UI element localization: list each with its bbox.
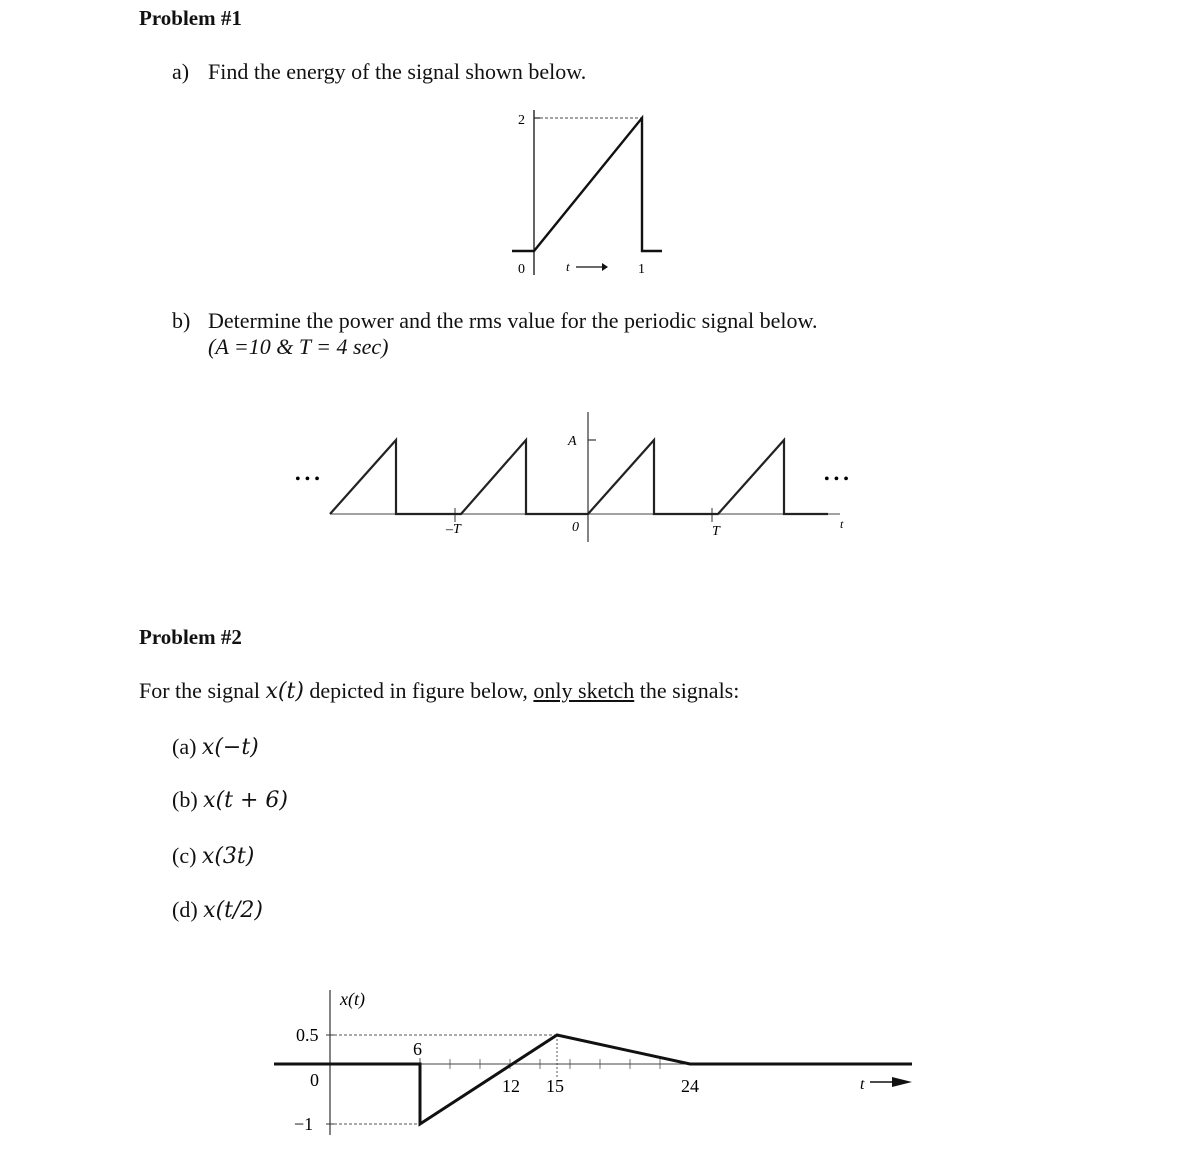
origin-label-O: 0	[572, 520, 579, 535]
item-d-expr: x(t/2)	[203, 898, 263, 923]
item-b-expr: x(t + 6)	[203, 788, 288, 813]
y-label-0.5: 0.5	[296, 1025, 319, 1045]
item-d-label: (d)	[172, 897, 198, 922]
neg-period-label: –T	[446, 522, 461, 537]
sawtooth-waveform	[330, 440, 828, 514]
ramp-signal-figure	[500, 100, 680, 285]
intro-mid: depicted in figure below,	[303, 678, 534, 703]
intro-signal: x(t)	[265, 679, 304, 704]
part-b-params: (A =10 & T = 4 sec)	[208, 334, 389, 359]
item-c-expr: x(3t)	[201, 844, 255, 869]
t-axis-label: t	[860, 1076, 865, 1093]
intro-after: the signals:	[634, 678, 740, 703]
xt-signal-figure	[270, 985, 920, 1145]
problem1-heading: Problem #1	[139, 6, 242, 30]
part-a-label: a)	[172, 59, 190, 84]
x-label-24: 24	[681, 1076, 699, 1096]
xt-waveform	[274, 1035, 912, 1124]
t-arrow-head	[892, 1077, 912, 1087]
end-label-1: 1	[638, 262, 645, 277]
x-label-15: 15	[546, 1076, 564, 1096]
item-d	[172, 897, 263, 923]
x-label-6: 6	[413, 1039, 422, 1059]
t-axis-label: t	[566, 259, 570, 274]
y-label-0: 0	[310, 1070, 319, 1090]
problem2-intro	[139, 678, 739, 704]
t-axis-label: t	[840, 517, 844, 531]
item-c-label: (c)	[172, 843, 197, 868]
signal-label: x(t)	[340, 989, 365, 1009]
origin-label: 0	[518, 262, 525, 277]
period-label-T: T	[712, 524, 720, 539]
part-b-text: Determine the power and the rms value for the periodic signal below.	[208, 308, 818, 333]
y-label-2: 2	[518, 113, 525, 128]
left-ellipsis: • • •	[295, 471, 320, 488]
intro-before: For the signal	[139, 678, 266, 703]
item-a-label: (a)	[172, 734, 197, 759]
amp-label-A: A	[568, 434, 577, 449]
problem2-heading: Problem #2	[139, 625, 242, 649]
item-b	[172, 787, 288, 813]
sawtooth-signal-figure	[280, 400, 900, 550]
item-b-label: (b)	[172, 787, 198, 812]
item-c	[172, 843, 254, 869]
part-b-label: b)	[172, 308, 191, 333]
item-a-expr: x(−t)	[201, 735, 259, 760]
intro-underlined: only sketch	[533, 678, 635, 703]
x-label-12: 12	[502, 1076, 520, 1096]
right-ellipsis: • • •	[824, 471, 849, 488]
t-arrow-head	[602, 263, 608, 271]
part-a-text: Find the energy of the signal shown below.	[208, 59, 587, 84]
item-a	[172, 734, 259, 760]
y-label-minus1: −1	[294, 1114, 314, 1134]
